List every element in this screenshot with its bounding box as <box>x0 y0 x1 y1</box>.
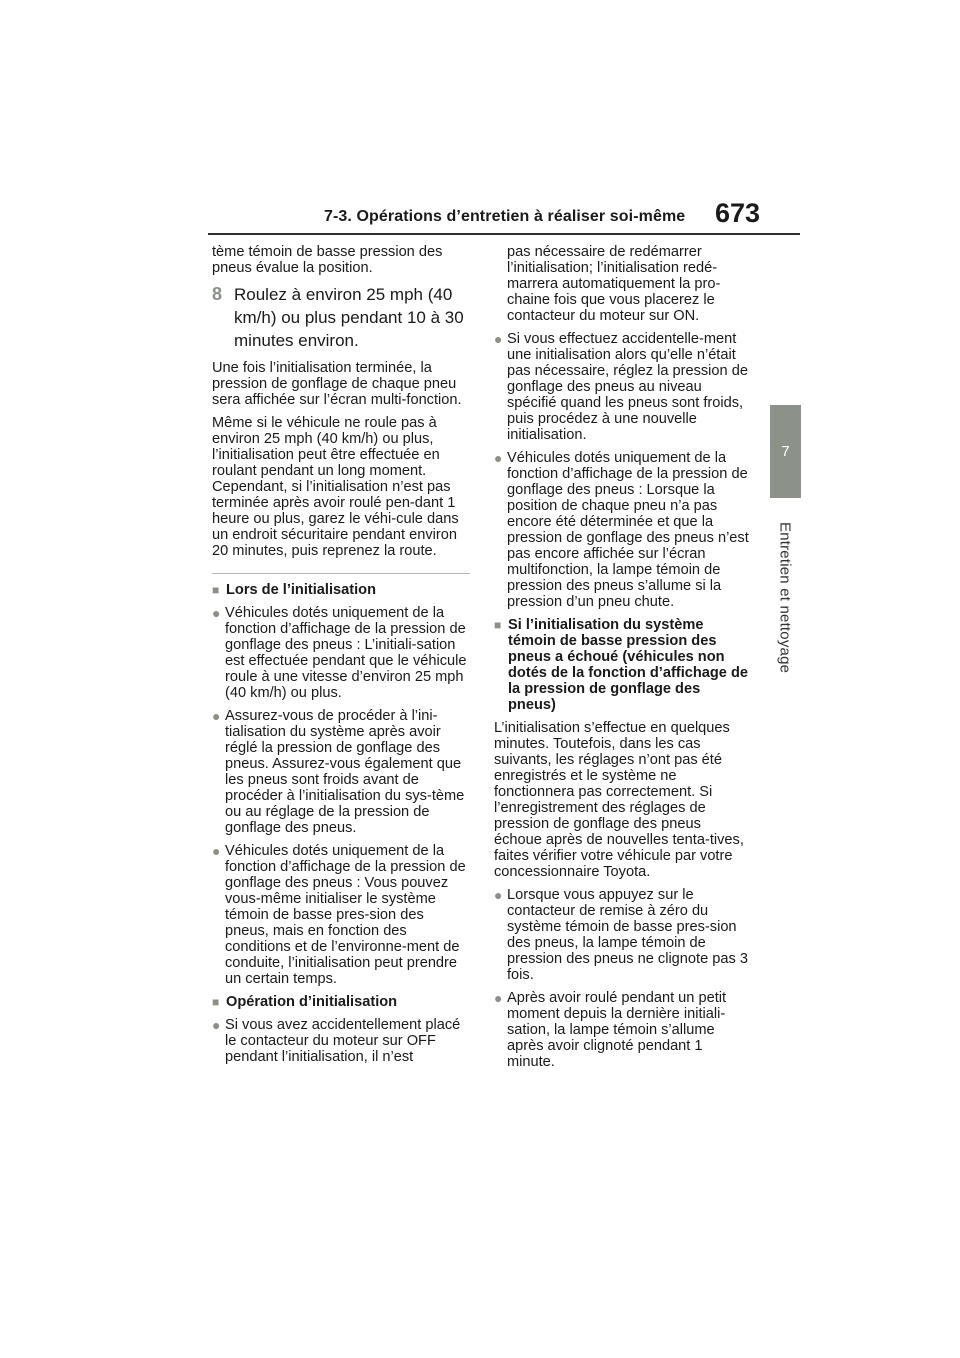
list-item-text: Véhicules dotés uniquement de la fonction d’affichage de la pression de gonflage des pneus : Lorsque la position de chaque pneu n’a pas encore été déterminée et que la pression de gonflage des pneus n’est pas encore affichée sur l’écran multifonction, la lampe témoin de pression des pneus s’allume si la pression d’un pneu chute. <box>507 450 749 610</box>
step-number: 8 <box>212 284 223 304</box>
right-column <box>494 244 752 1077</box>
section-heading <box>212 994 470 1010</box>
page-header <box>208 200 800 240</box>
section-heading <box>494 617 752 713</box>
list-item <box>212 605 470 701</box>
list-item <box>494 990 752 1070</box>
round-bullet-icon: ● <box>212 708 221 724</box>
step-8 <box>212 283 470 352</box>
round-bullet-icon: ● <box>212 1017 221 1033</box>
continued-text: pas nécessaire de redémarrer l’initialisation; l’initialisation redé-marrera automatiquement la pro-chaine fois que vous placerez le contacteur du moteur sur ON. <box>507 244 721 324</box>
round-bullet-icon: ● <box>494 990 503 1006</box>
section-title: 7-3. Opérations d’entretien à réaliser soi-même <box>324 208 686 225</box>
list-item-text: Lorsque vous appuyez sur le contacteur de remise à zéro du système témoin de basse pres-sion des pneus, la lampe témoin de pression des pneus ne clignote pas 3 fois. <box>507 887 748 983</box>
round-bullet-icon: ● <box>494 331 503 347</box>
round-bullet-icon: ● <box>494 887 503 903</box>
round-bullet-icon: ● <box>212 843 221 859</box>
section-heading-text: Opération d’initialisation <box>226 994 398 1010</box>
paragraph: L’initialisation s’effectue en quelques minutes. Toutefois, dans les cas suivants, les réglages n’ont pas été enregistrés et le système ne fonctionnera pas correctement. Si l’enregistrement des réglages de pression de gonflage des pneus échoue après de nouvelles tenta-tives, faites vérifier votre véhicule par votre concessionnaire Toyota. <box>494 720 744 880</box>
round-bullet-icon: ● <box>494 450 503 466</box>
list-item <box>494 450 752 610</box>
section-divider <box>212 573 470 574</box>
paragraph: Une fois l’initialisation terminée, la pression de gonflage de chaque pneu sera affichée sur l’écran multi-fonction. <box>212 360 462 408</box>
list-item-text: Si vous avez accidentellement placé le contacteur du moteur sur OFF pendant l’initialisation, il n’est <box>225 1017 461 1065</box>
square-bullet-icon: ■ <box>212 583 220 597</box>
section-heading-text: Lors de l’initialisation <box>226 582 377 598</box>
list-item-text: Véhicules dotés uniquement de la fonction d’affichage de la pression de gonflage des pneus : Vous pouvez vous-même initialiser le système témoin de basse pres-sion des pneus, mais en fonction des conditions et de l’environne-ment de conduite, l’initialisation peut prendre un certain temps. <box>225 843 466 987</box>
list-item <box>212 843 470 987</box>
list-item-text: Si vous effectuez accidentelle-ment une initialisation alors qu’elle n’était pas nécessaire, réglez la pression de gonflage des pneus au niveau spécifié quand les pneus sont froids, puis procédez à une nouvelle initialisation. <box>507 331 748 443</box>
chapter-side-label: Entretien et nettoyage <box>776 522 794 674</box>
section-heading-text: Si l’initialisation du système témoin de basse pression des pneus a échoué (véhicules non dotés de la fonction d’affichage de la pression de gonflage des pneus) <box>508 617 749 713</box>
list-item <box>494 331 752 443</box>
round-bullet-icon: ● <box>212 605 221 621</box>
list-item-text: Véhicules dotés uniquement de la fonction d’affichage de la pression de gonflage des pneus : L’initiali-sation est effectuée pendant que le véhicule roule à une vitesse d’environ 25 mph (40 km/h) ou plus. <box>225 605 467 701</box>
list-item-text: Assurez-vous de procéder à l’ini-tialisation du système après avoir réglé la pression de gonflage des pneus. Assurez-vous également que les pneus sont froids avant de procéder à l’initialisation du sys-tème ou au réglage de la pression de gonflage des pneus. <box>225 708 465 836</box>
paragraph: Même si le véhicule ne roule pas à environ 25 mph (40 km/h) ou plus, l’initialisation peut être effectuée en roulant pendant un long moment. Cependant, si l’initialisation n’est pas terminée après avoir roulé pen-dant 1 heure ou plus, garez le véhi-cule dans un endroit sécuritaire pendant environ 20 minutes, puis reprenez la route. <box>212 415 459 559</box>
list-item <box>212 708 470 836</box>
section-heading <box>212 582 470 598</box>
list-item-text: Après avoir roulé pendant un petit moment depuis la dernière initiali-sation, la lampe témoin s’allume après avoir clignoté pendant 1 minute. <box>507 990 727 1070</box>
list-item <box>212 1017 470 1065</box>
left-column <box>212 244 470 1072</box>
header-rule <box>208 233 800 235</box>
chapter-tab: 7 <box>770 405 801 498</box>
page-number: 673 <box>714 198 760 228</box>
intro-text: tème témoin de basse pression des pneus évalue la position. <box>212 244 443 276</box>
square-bullet-icon: ■ <box>494 618 502 632</box>
list-item <box>494 887 752 983</box>
step-text: Roulez à environ 25 mph (40 km/h) ou plus pendant 10 à 30 minutes environ. <box>234 285 464 350</box>
square-bullet-icon: ■ <box>212 995 220 1009</box>
